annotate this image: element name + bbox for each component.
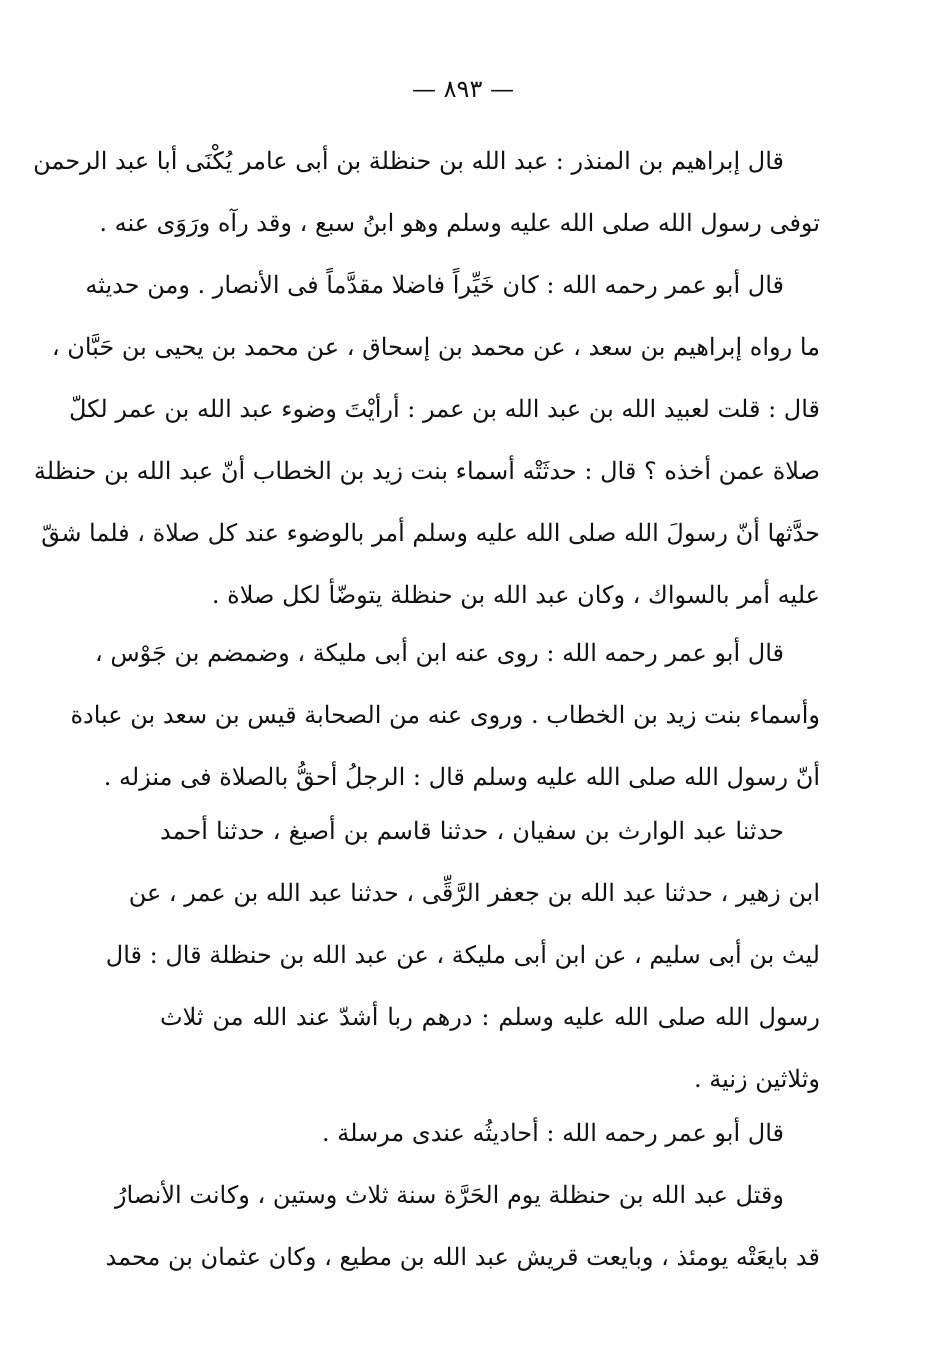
- paragraph-2: [33, 254, 820, 626]
- paragraph-line: ابن زهير ، حدثنا عبد الله بن جعفر الرَّقِّى ، حدثنا عبد الله بن عمر ، عن: [128, 879, 820, 907]
- paragraph-5: [160, 1102, 820, 1164]
- paragraph-6: [105, 1164, 820, 1288]
- paragraph-line: قد بايعَتْه يومئذ ، وبايعت قريش عبد الله بن مطيع ، وكان عثمان بن محمد: [105, 1243, 820, 1271]
- paragraph-line: قال أبو عمر رحمه الله : أحاديثُه عندى مرسلة .: [322, 1119, 784, 1147]
- paragraph-line: توفى رسول الله صلى الله عليه وسلم وهو ابنُ سبع ، وقد رآه ورَوَى عنه .: [99, 209, 820, 237]
- paragraph-line: قال أبو عمر رحمه الله : روى عنه ابن أبى مليكة ، وضمضم بن جَوْس ،: [94, 639, 784, 667]
- paragraph-line: أنّ رسول الله صلى الله عليه وسلم قال : الرجلُ أحقُّ بالصلاة فى منزله .: [103, 763, 820, 791]
- paragraph-3: [70, 622, 820, 808]
- paragraph-line: حدَّثها أنّ رسولَ الله صلى الله عليه وسلم أمر بالوضوء عند كل صلاة ، فلما شقّ: [41, 519, 820, 547]
- paragraph-4: [105, 800, 820, 1110]
- paragraph-line: قال : قلت لعبيد الله بن عبد الله بن عمر : أرأيْتَ وضوء عبد الله بن عمر لكلّ: [68, 395, 820, 423]
- page-number: — ٨٩٣ —: [412, 75, 514, 103]
- paragraph-line: ما رواه إبراهيم بن سعد ، عن محمد بن إسحاق ، عن محمد بن يحيى بن حَبَّان ،: [51, 333, 820, 361]
- paragraph-line: رسول الله صلى الله عليه وسلم : درهم ربا أشدّ عند الله من ثلاث: [160, 1003, 820, 1031]
- paragraph-line: قال أبو عمر رحمه الله : كان خَيِّراً فاضلا مقدَّماً فى الأنصار . ومن حديثه: [85, 271, 784, 299]
- paragraph-line: وأسماء بنت زيد بن الخطاب . وروى عنه من الصحابة قيس بن سعد بن عبادة: [70, 701, 820, 729]
- paragraph-line: قال إبراهيم بن المنذر : عبد الله بن حنظلة بن أبى عامر يُكْنَى أبا عبد الرحمن: [33, 147, 784, 175]
- paragraph-line: وثلاثين زنية .: [693, 1065, 820, 1093]
- paragraph-line: ليث بن أبى سليم ، عن ابن أبى مليكة ، عن عبد الله بن حنظلة قال : قال: [105, 941, 820, 969]
- paragraph-line: وقتل عبد الله بن حنظلة يوم الحَرَّة سنة ثلاث وستين ، وكانت الأنصارُ: [114, 1181, 784, 1209]
- paragraph-1: [33, 130, 820, 254]
- paragraph-line: حدثنا عبد الوارث بن سفيان ، حدثنا قاسم بن أصبغ ، حدثنا أحمد: [160, 817, 784, 845]
- paragraph-line: عليه أمر بالسواك ، وكان عبد الله بن حنظلة يتوضّأ لكل صلاة .: [211, 581, 820, 609]
- paragraph-line: صلاة عمن أخذه ؟ قال : حدثَتْه أسماء بنت زيد بن الخطاب أنّ عبد الله بن حنظلة: [33, 457, 820, 485]
